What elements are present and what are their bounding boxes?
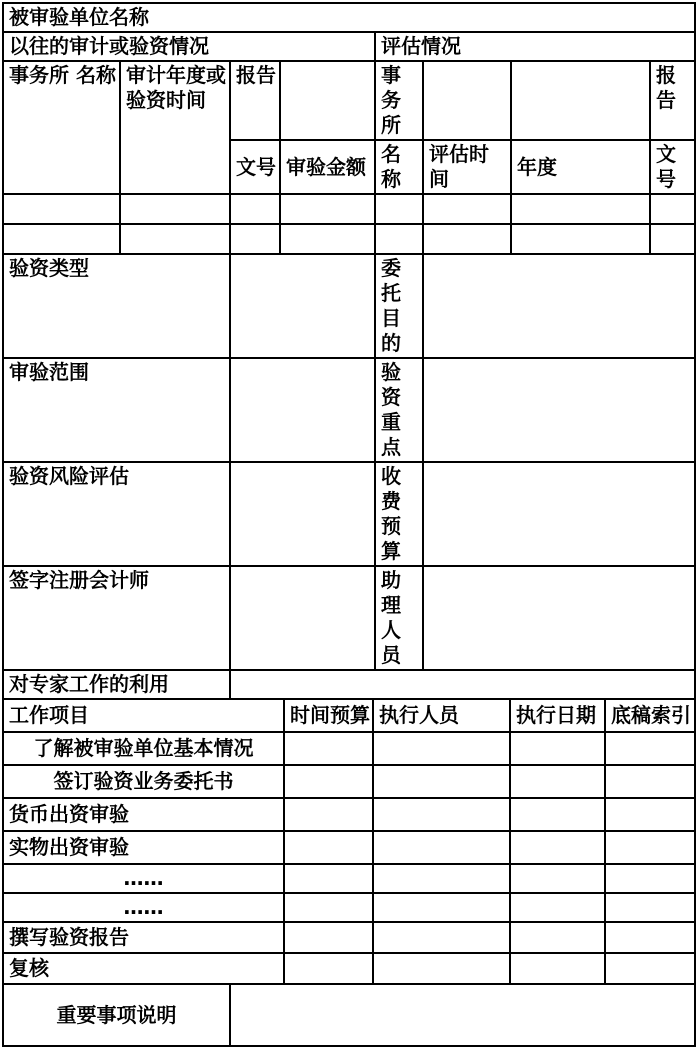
label-verification-focus: 验资重点 [375,358,423,462]
details-table [2,253,696,671]
capital-verification-plan-form [2,0,694,1047]
blank-cell [373,798,510,831]
blank-cell [373,893,510,922]
blank-cell [280,194,375,224]
evaluation-col-report: 报告 [650,61,695,140]
blank-cell [605,831,695,864]
blank-cell [3,224,120,254]
blank-cell [120,194,230,224]
blank-cell [605,953,695,984]
blank-cell [284,922,373,953]
blank-cell [423,194,511,224]
evaluation-col-eval-time: 评估时间 [423,140,511,194]
blank-cell [230,566,375,670]
work-items-header-wp-index: 底稿索引 [605,699,695,732]
history-col-amount: 审验金额 [280,140,375,194]
work-item-ellipsis: …… [3,893,284,922]
blank-cell [230,670,695,699]
blank-cell [230,358,375,462]
blank-cell [423,254,695,358]
unit-name-table [2,2,696,33]
blank-cell [280,61,375,140]
work-item-label: 货币出资审验 [3,798,284,831]
history-col-firm-name: 事务所 名称 [3,61,120,194]
work-item-label: 签订验资业务委托书 [3,765,284,798]
blank-cell [284,732,373,765]
work-item-label: 实物出资审验 [3,831,284,864]
evaluation-section-title: 评估情况 [375,32,695,61]
blank-cell [510,922,605,953]
label-expert-use: 对专家工作的利用 [3,670,230,699]
blank-cell [510,953,605,984]
blank-cell [423,224,511,254]
blank-cell [373,922,510,953]
section-title-table [2,31,696,62]
blank-cell [373,831,510,864]
blank-cell [120,224,230,254]
work-item-label: 撰写验资报告 [3,922,284,953]
history-evaluation-table [2,60,696,255]
expert-use-table [2,669,696,700]
evaluation-col-name: 名称 [375,140,423,194]
work-items-header-exec-date: 执行日期 [510,699,605,732]
blank-cell [284,765,373,798]
blank-cell [373,732,510,765]
work-items-table [2,698,696,985]
blank-cell [423,566,695,670]
label-audit-scope: 审验范围 [3,358,230,462]
label-important-notes: 重要事项说明 [3,984,230,1046]
blank-cell [511,194,650,224]
history-col-doc-no: 文号 [230,140,280,194]
label-fee-budget: 收费预算 [375,462,423,566]
blank-cell [423,462,695,566]
evaluation-col-doc-no: 文号 [650,140,695,194]
blank-cell [230,224,280,254]
history-col-report: 报告 [230,61,280,140]
blank-cell [605,864,695,893]
blank-cell [230,194,280,224]
unit-name-label: 被审验单位名称 [3,3,695,32]
blank-cell [605,798,695,831]
blank-cell [605,893,695,922]
blank-cell [605,922,695,953]
blank-cell [230,984,695,1046]
blank-cell [280,224,375,254]
blank-cell [373,864,510,893]
blank-cell [284,893,373,922]
blank-cell [373,765,510,798]
blank-cell [650,224,695,254]
blank-cell [375,194,423,224]
blank-cell [284,953,373,984]
blank-cell [375,224,423,254]
work-items-header-executor: 执行人员 [373,699,510,732]
work-item-label: 了解被审验单位基本情况 [3,732,284,765]
important-notes-table [2,983,696,1047]
label-signing-cpa: 签字注册会计师 [3,566,230,670]
blank-cell [511,224,650,254]
work-items-header-project: 工作项目 [3,699,284,732]
blank-cell [423,61,511,140]
blank-cell [510,732,605,765]
blank-cell [510,893,605,922]
work-item-label: 复核 [3,953,284,984]
blank-cell [284,864,373,893]
label-engagement-purpose: 委托目的 [375,254,423,358]
blank-cell [510,864,605,893]
blank-cell [230,462,375,566]
history-section-title: 以往的审计或验资情况 [3,32,375,61]
evaluation-col-firm: 事务所 [375,61,423,140]
blank-cell [511,61,650,140]
work-items-header-time-budget: 时间预算 [284,699,373,732]
evaluation-col-year: 年度 [511,140,650,194]
blank-cell [284,831,373,864]
history-col-audit-year: 审计年度或验资时间 [120,61,230,194]
blank-cell [510,798,605,831]
blank-cell [605,765,695,798]
label-risk-assessment: 验资风险评估 [3,462,230,566]
blank-cell [373,953,510,984]
blank-cell [230,254,375,358]
work-item-ellipsis: …… [3,864,284,893]
blank-cell [3,194,120,224]
blank-cell [423,358,695,462]
blank-cell [284,798,373,831]
blank-cell [510,765,605,798]
label-assistants: 助理人员 [375,566,423,670]
label-verification-type: 验资类型 [3,254,230,358]
blank-cell [510,831,605,864]
blank-cell [605,732,695,765]
blank-cell [650,194,695,224]
